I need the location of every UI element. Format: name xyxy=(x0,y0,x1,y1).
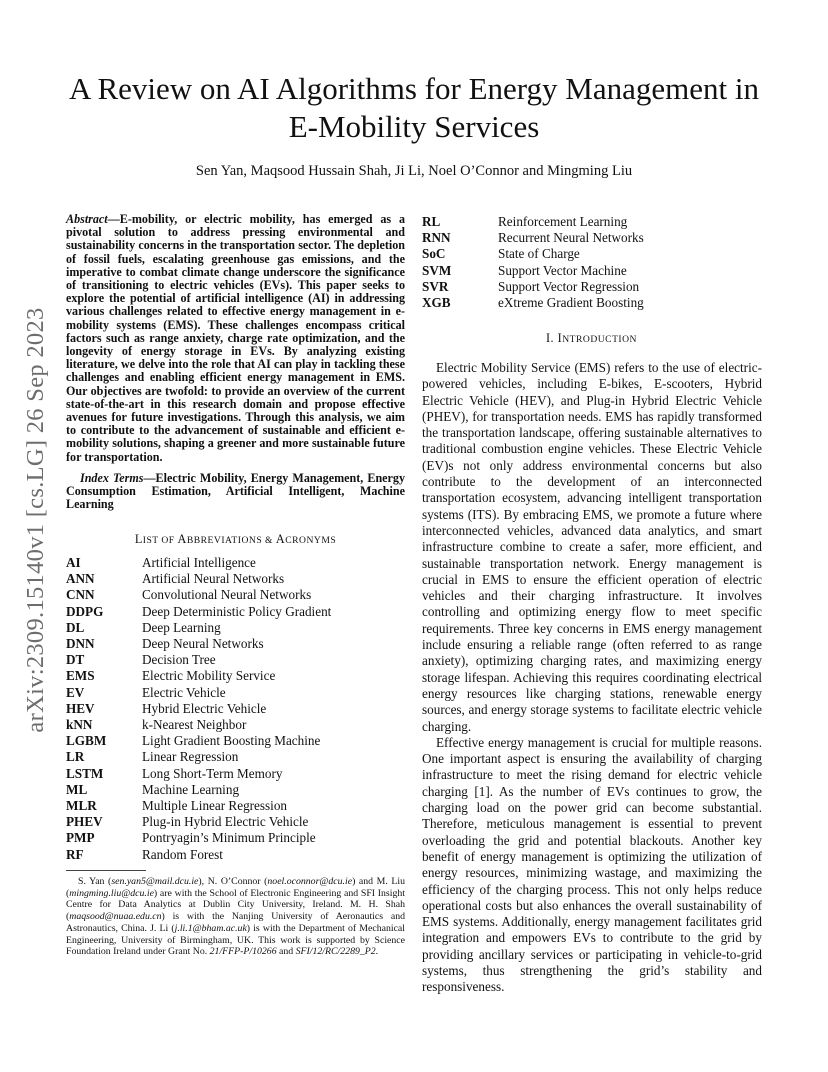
abbreviation-row xyxy=(66,636,405,652)
footnote-divider xyxy=(66,870,146,871)
email-link[interactable]: maqsood@nuaa.edu.cn xyxy=(69,911,162,923)
abbreviation-expansion: Plug-in Hybrid Electric Vehicle xyxy=(142,814,309,830)
abbreviation-expansion: Electric Mobility Service xyxy=(142,668,276,684)
abbreviation-row xyxy=(422,230,761,246)
abbreviation-expansion: k-Nearest Neighbor xyxy=(142,717,247,733)
section-heading-introduction: I. INTRODUCTION xyxy=(545,331,637,345)
email-link[interactable]: sen.yan5@mail.dcu.ie xyxy=(111,876,199,887)
abstract xyxy=(66,213,405,464)
email-link[interactable]: j.li.1@bham.ac.uk xyxy=(174,922,247,934)
grant-number: 21/FFP-P/10266 xyxy=(209,946,277,958)
abbreviation-term: RNN xyxy=(422,230,451,246)
abbreviation-term: PHEV xyxy=(66,814,103,830)
abbreviation-term: RF xyxy=(66,846,84,862)
abbreviation-term: HEV xyxy=(66,700,95,716)
email-link[interactable]: mingming.liu@dcu.ie xyxy=(69,887,154,899)
abbreviation-term: SVM xyxy=(422,262,452,278)
abbreviation-expansion: Pontryagin’s Minimum Principle xyxy=(142,830,316,846)
abbreviation-row xyxy=(66,587,405,603)
abbreviation-expansion: Decision Tree xyxy=(142,652,216,668)
author-footnote: S. Yan (sen.yan5@mail.dcu.ie), N. O’Connor (noel.oconnor@dcu.ie) and M. Liu (mingming.liu@dcu.ie) are with the School of Electronic Engineering and SFI Insight Centre for Data Analytics at Dublin City University, Ireland. M. H. Shah (maqsood@nuaa.edu.cn) is with the Nanjing University of Aeronautics and Astronautics, China. J. Li (j.li.1@bham.ac.uk) is with the Department of Mechanical Engineering, University of Birmingham, UK. This work is supported by Science Foundation Ireland under Grant No. 21/FFP-P/10266 and SFI/12/RC/2289_P2. xyxy=(66,876,405,958)
abbreviation-term: CNN xyxy=(66,587,95,603)
abbreviation-row xyxy=(66,782,405,798)
abbreviation-term: DT xyxy=(66,652,85,668)
abbreviation-row xyxy=(66,701,405,717)
abbreviation-row xyxy=(66,668,405,684)
abbreviation-expansion: Deep Neural Networks xyxy=(142,636,264,652)
abbreviation-row xyxy=(422,214,761,230)
abstract-label: Abstract xyxy=(66,212,108,226)
abbreviation-row xyxy=(422,246,761,262)
abbreviation-row xyxy=(66,685,405,701)
abbreviation-term: MLR xyxy=(66,798,97,814)
abbreviation-expansion: Artificial Intelligence xyxy=(142,555,256,570)
abbreviation-expansion: Support Vector Regression xyxy=(498,278,640,294)
introduction-body xyxy=(422,360,762,996)
abbreviation-row xyxy=(66,652,405,668)
abbreviation-expansion: Machine Learning xyxy=(142,781,240,797)
abbreviation-expansion: Recurrent Neural Networks xyxy=(498,230,644,246)
abbreviation-row xyxy=(66,717,405,733)
abbreviation-expansion: Hybrid Electric Vehicle xyxy=(142,700,267,716)
abbreviation-expansion: Long Short-Term Memory xyxy=(142,765,283,781)
abbreviation-row xyxy=(66,847,405,863)
abbreviations-heading: LIST OF ABBREVIATIONS & ACRONYMS xyxy=(134,532,337,546)
abbreviation-term: kNN xyxy=(66,717,93,733)
abbreviation-term: DNN xyxy=(66,636,95,652)
abbreviation-row xyxy=(66,733,405,749)
paper-title: A Review on AI Algorithms for Energy Management in E-Mobility Services xyxy=(69,71,759,144)
abbreviation-expansion: Convolutional Neural Networks xyxy=(142,587,312,603)
abbreviation-list-right xyxy=(422,214,761,311)
index-terms-label: Index Terms xyxy=(80,471,144,485)
arxiv-identifier[interactable]: arXiv:2309.15140v1 [cs.LG] 26 Sep 2023 xyxy=(22,307,49,733)
abbreviation-row xyxy=(66,571,405,587)
abbreviation-row xyxy=(66,555,405,571)
index-terms-text: —Electric Mobility, Energy Management, Energy Consumption Estimation, Artificial Intelligent, Machine Learning xyxy=(66,471,405,512)
abbreviation-expansion: Light Gradient Boosting Machine xyxy=(142,733,321,749)
abbreviation-expansion: Deep Learning xyxy=(142,619,221,635)
author-list: Sen Yan, Maqsood Hussain Shah, Ji Li, Noel O’Connor and Mingming Liu xyxy=(195,163,633,179)
abbreviation-row xyxy=(66,749,405,765)
abbreviation-row xyxy=(422,263,761,279)
intro-paragraph: Electric Mobility Service (EMS) refers to the use of electric-powered vehicles, including E-bikes, E-scooters, Hybrid Electric Vehicle (HEV), and Plug-in Hybrid Electric Vehicle (PHEV), for transportation needs. EMS has rapidly transformed the transportation landscape, offering sustainable alternatives to traditional combustion engine vehicles. These Electric Vehicle (EV)s not only address environmental concerns but also contribute to the development of an interconnected transportation ecosystem, advancing intelligent transportation systems (ITS). By embracing EMS, we promote a future where interconnected vehicles, advanced data analytics, and smart infrastructure combine to create a safer, more efficient, and sustainable transportation network. Energy management is crucial in EMS to ensure the efficient operation of electric vehicles and their charging infrastructure. It involves controlling and optimizing energy flow to meet specific requirements. Three key concerns in EMS energy management include ensuring a reliable range (often referred to as range anxiety), optimizing charging rates, and maximizing energy storage lifespan. Achieving this requires coordinating electrical energy resources like charging stations, renewable energy sources, and energy storage systems to facilitate electric vehicle charging. xyxy=(422,360,762,734)
abbreviation-expansion: Deep Deterministic Policy Gradient xyxy=(142,603,332,619)
abbreviation-row xyxy=(422,279,761,295)
abbreviation-term: EMS xyxy=(66,668,95,684)
abbreviation-term: ML xyxy=(66,781,88,797)
abstract-text: —E-mobility, or electric mobility, has emerged as a pivotal solution to address pressing environmental and sustainability concerns in the transportation sector. The depletion of fossil fuels, escalating greenhouse gas emissions, and the imperative to combat climate change underscore the significance of transitioning to electric vehicles (EVs). This paper seeks to explore the potential of artificial intelligence (AI) in addressing various challenges related to effective energy management in e-mobility systems (EMS). These challenges encompass critical factors such as range anxiety, charge rate optimization, and the longevity of energy storage in EVs. By analyzing existing literature, we delve into the role that AI can play in tackling these challenges and enabling efficient energy management in EMS. Our objectives are twofold: to provide an overview of the current state-of-the-art in this research domain and propose effective avenues for future investigations. Through this analysis, we aim to contribute to the advancement of sustainable and efficient e-mobility solutions, shaping a greener and more sustainable future for transportation. xyxy=(66,212,405,464)
abbreviation-term: DDPG xyxy=(66,603,104,619)
abbreviation-expansion: Support Vector Machine xyxy=(498,262,627,278)
grant-number: SFI/12/RC/2289_P2 xyxy=(295,946,376,958)
abbreviation-expansion: State of Charge xyxy=(498,246,580,262)
abbreviation-row xyxy=(422,295,761,311)
abbreviation-expansion: Reinforcement Learning xyxy=(498,214,628,229)
abbreviation-expansion: Artificial Neural Networks xyxy=(142,571,285,587)
abbreviation-list-left xyxy=(66,555,405,863)
abbreviation-term: EV xyxy=(66,684,85,700)
abbreviation-row xyxy=(66,798,405,814)
abbreviation-row xyxy=(66,620,405,636)
abbreviation-expansion: Random Forest xyxy=(142,846,223,862)
abbreviation-term: XGB xyxy=(422,295,451,311)
intro-paragraph: Effective energy management is crucial for multiple reasons. One important aspect is ensuring the availability of charging infrastructure to meet the rising demand for electric vehicle charging [1]. As the number of EVs continues to grow, the charging load on the power grid can become substantial. Therefore, meticulous management is essential to prevent overloading the grid and potential blackouts. Another key benefit of energy management is optimizing the utilization of energy resources, minimizing wastage, and maximizing the efficiency of the charging process. This not only helps reduce operational costs but also enhances the overall sustainability of EMS systems. Additionally, energy management facilitates grid integration and empowers EVs to contribute to the grid by providing ancillary services or participating in vehicle-to-grid systems, thus strengthening the grid’s stability and responsiveness. xyxy=(422,734,762,995)
abbreviation-expansion: Electric Vehicle xyxy=(142,684,226,700)
abbreviation-term: RL xyxy=(422,214,441,229)
abbreviation-row xyxy=(66,604,405,620)
abbreviation-term: LR xyxy=(66,749,85,765)
abbreviation-term: DL xyxy=(66,619,85,635)
abbreviation-expansion: Multiple Linear Regression xyxy=(142,798,288,814)
abbreviation-row xyxy=(66,766,405,782)
abbreviation-row xyxy=(66,830,405,846)
abbreviation-term: AI xyxy=(66,555,81,570)
abbreviation-term: LGBM xyxy=(66,733,107,749)
abbreviation-expansion: Linear Regression xyxy=(142,749,239,765)
abbreviation-term: SoC xyxy=(422,246,446,262)
index-terms xyxy=(66,472,405,512)
abbreviation-term: ANN xyxy=(66,571,95,587)
abbreviation-row xyxy=(66,814,405,830)
abbreviation-term: SVR xyxy=(422,278,449,294)
email-link[interactable]: noel.oconnor@dcu.ie xyxy=(267,876,353,887)
abbreviation-expansion: eXtreme Gradient Boosting xyxy=(498,295,644,311)
abbreviation-term: PMP xyxy=(66,830,95,846)
abbreviation-term: LSTM xyxy=(66,765,104,781)
